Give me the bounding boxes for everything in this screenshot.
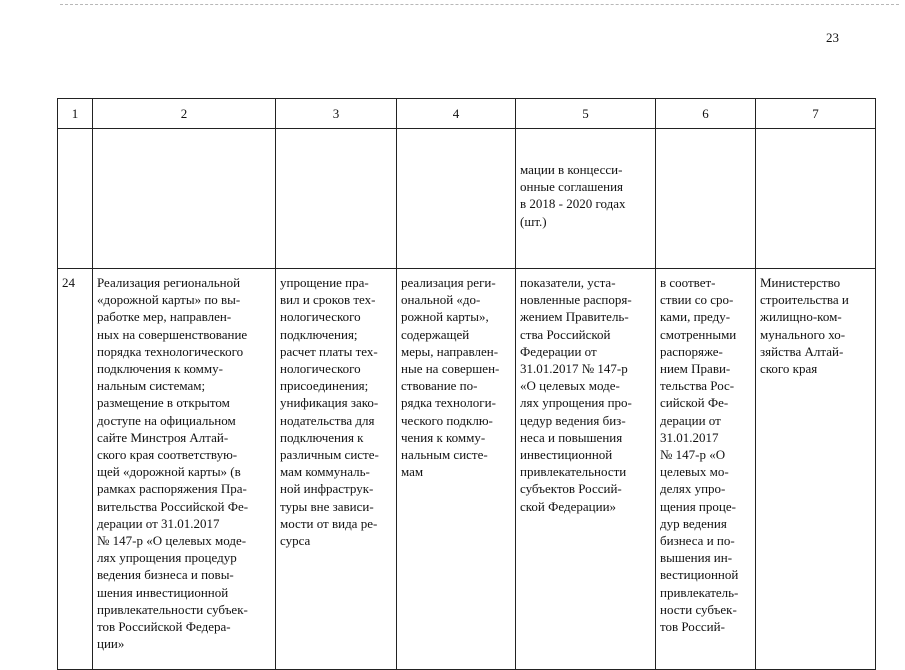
column-header-6: 6 [656,99,756,129]
cont-cell-2 [93,129,276,269]
column-header-5: 5 [516,99,656,129]
table-row [58,269,876,670]
cont-cell-6 [656,129,756,269]
column-header-2: 2 [93,99,276,129]
measure-name-cell: Реализация региональной «дорожной карты» по вы- работке мер, направлен- ных на совершенствование порядка технологического подключения к комму- нальным системам; размещение в открытом доступе на официальном сайте Минстроя Алтай- ского края соответствую- щей «дорожной карты» (в рамках распоряжения Пра- вительства Российской Фе- дерации от 31.01.2017 № 147-р «О целевых моде- лях упрощения процедур ведения бизнеса и повы- шения инвестиционной привлекательности субъек- тов Российской Федера- ции» [93,269,276,670]
column-header-3: 3 [276,99,397,129]
cont-cell-5: мации в концесси- онные соглашения в 2018 - 2020 годах (шт.) [516,129,656,269]
column-header-4: 4 [397,99,516,129]
cont-cell-7 [756,129,876,269]
header-row [58,99,876,129]
measures-table [57,98,876,670]
indicator-cell: показатели, уста- новленные распоря- жением Правитель- ства Российской Федерации от 31.01.2017 № 147-р «О целевых моде- лях упрощения про- цедур ведения биз- неса и повышения инвестиционной привлекательности субъектов Россий- ской Федерации» [516,269,656,670]
cont-cell-3 [276,129,397,269]
column-header-7: 7 [756,99,876,129]
measure-content-cell: упрощение пра- вил и сроков тех- нологического подключения; расчет платы тех- нологического присоединения; унификация зако- нодательства для подключения к различным систе- мам коммуналь- ной инфраструк- туры вне зависи- мости от вида ре- сурса [276,269,397,670]
continuation-row [58,129,876,269]
cont-cell-4 [397,129,516,269]
expected-result-cell: реализация реги- ональной «до- рожной карты», содержащей меры, направлен- ные на совершен- ствование по- рядка технологи- ческого подклю- чения к комму- нальным систе- мам [397,269,516,670]
column-header-1: 1 [58,99,93,129]
scan-edge-line [60,4,899,5]
responsible-cell: Министерство строительства и жилищно-ком- мунального хо- зяйства Алтай- ского края [756,269,876,670]
row-number: 24 [58,269,93,670]
page-number: 23 [826,30,839,45]
cont-cell-1 [58,129,93,269]
deadline-cell: в соответ- ствии со сро- ками, преду- смотренными распоряже- нием Прави- тельства Рос- сийской Фе- дерации от 31.01.2017 № 147-р «О целевых мо- делях упро- щения проце- дур ведения бизнеса и по- вышения ин- вестиционной привлекатель- ности субъек- тов Россий- [656,269,756,670]
